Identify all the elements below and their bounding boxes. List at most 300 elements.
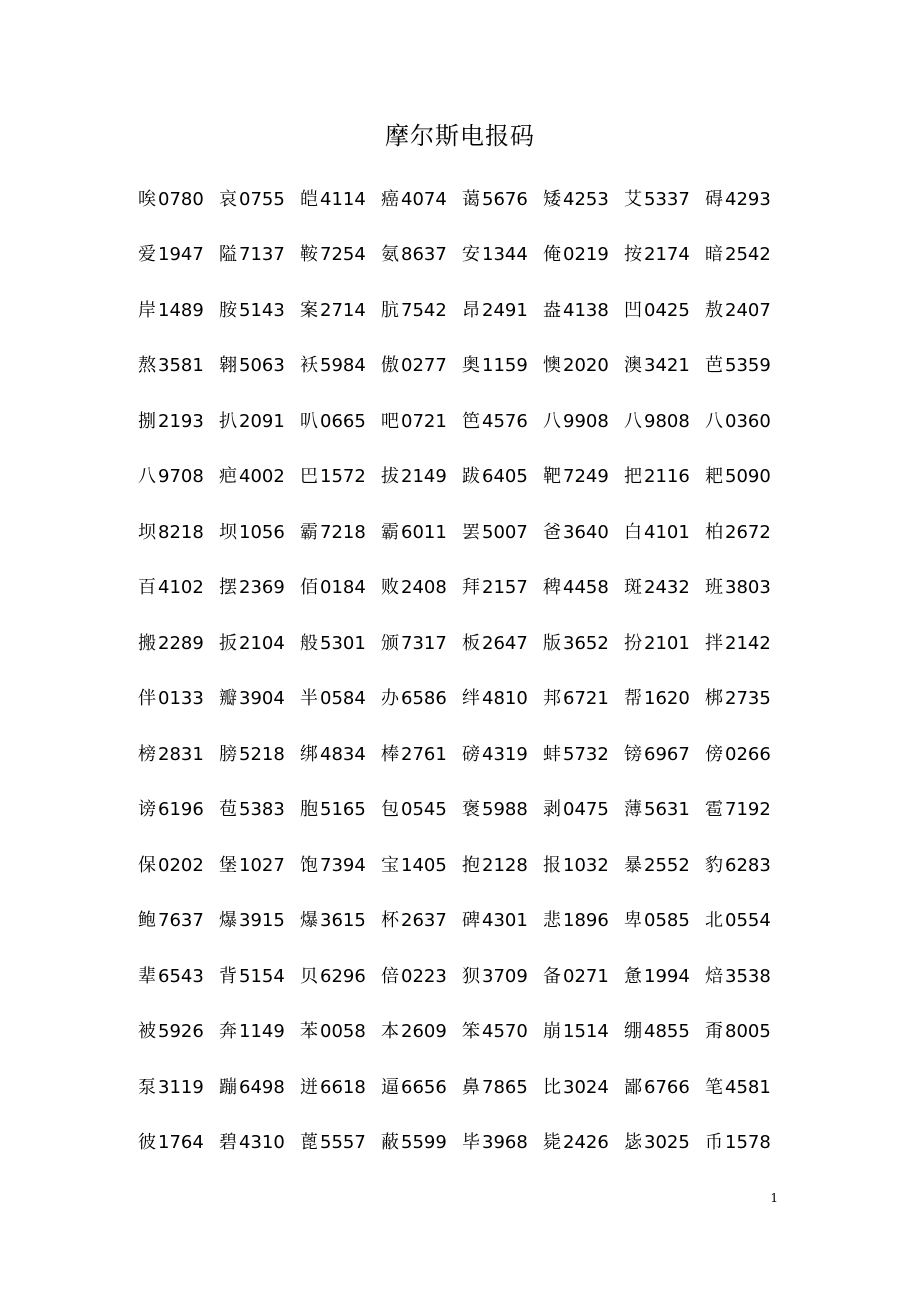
code-entry [300, 299, 381, 323]
code-entry [462, 188, 543, 212]
code-number: 0202 [158, 854, 204, 876]
code-number: 7249 [563, 466, 609, 488]
code-number: 0219 [563, 244, 609, 266]
code-character: 败 [381, 577, 399, 599]
code-entry [624, 798, 705, 822]
code-number: 6586 [401, 688, 447, 710]
code-number: 7137 [239, 244, 285, 266]
code-entry [381, 354, 462, 378]
code-character: 巴 [300, 466, 318, 488]
code-character: 八 [138, 466, 156, 488]
code-entry [705, 1020, 786, 1044]
code-number: 1149 [239, 1021, 285, 1043]
code-character: 班 [705, 577, 723, 599]
code-entry [705, 410, 786, 434]
code-number: 7218 [320, 521, 366, 543]
code-entry [138, 854, 219, 878]
code-entry [543, 798, 624, 822]
code-character: 毙 [543, 1132, 561, 1154]
code-character: 瓣 [219, 688, 237, 710]
code-entry [543, 521, 624, 545]
code-character: 榜 [138, 743, 156, 765]
code-character: 豹 [705, 854, 723, 876]
code-entry [543, 909, 624, 933]
code-entry [219, 1131, 300, 1155]
code-character: 笨 [462, 1021, 480, 1043]
code-character: 癌 [381, 188, 399, 210]
code-entry [462, 743, 543, 767]
code-number: 5383 [239, 799, 285, 821]
code-character: 邦 [543, 688, 561, 710]
code-character: 迸 [300, 1076, 318, 1098]
code-character: 安 [462, 244, 480, 266]
code-character: 鲍 [138, 910, 156, 932]
code-character: 蔽 [381, 1132, 399, 1154]
code-character: 盎 [543, 299, 561, 321]
table-row [138, 727, 786, 783]
table-row [138, 949, 786, 1005]
page-number: 1 [770, 1191, 778, 1205]
code-entry [624, 854, 705, 878]
code-entry [300, 465, 381, 489]
code-entry [462, 798, 543, 822]
code-character: 跋 [462, 466, 480, 488]
code-number: 0133 [158, 688, 204, 710]
code-number: 6296 [320, 965, 366, 987]
code-character: 笆 [462, 410, 480, 432]
code-character: 靶 [543, 466, 561, 488]
code-entry [138, 410, 219, 434]
code-number: 3538 [725, 965, 771, 987]
code-entry [300, 687, 381, 711]
code-entry [624, 909, 705, 933]
code-entry [462, 521, 543, 545]
code-character: 卑 [624, 910, 642, 932]
code-number: 6543 [158, 965, 204, 987]
code-entry [624, 521, 705, 545]
code-character: 摆 [219, 577, 237, 599]
code-entry [462, 965, 543, 989]
code-number: 1572 [320, 466, 366, 488]
code-character: 鼻 [462, 1076, 480, 1098]
code-entry [624, 188, 705, 212]
code-entry [300, 1131, 381, 1155]
code-entry [543, 632, 624, 656]
table-row [138, 894, 786, 950]
code-number: 9808 [644, 410, 690, 432]
code-character: 罢 [462, 521, 480, 543]
code-entry [543, 465, 624, 489]
code-entry [219, 410, 300, 434]
code-number: 2408 [401, 577, 447, 599]
code-number: 3640 [563, 521, 609, 543]
code-number: 4834 [320, 743, 366, 765]
code-character: 崩 [543, 1021, 561, 1043]
code-character: 柏 [705, 521, 723, 543]
code-number: 9708 [158, 466, 204, 488]
code-character: 疤 [219, 466, 237, 488]
code-number: 5165 [320, 799, 366, 821]
code-character: 傍 [705, 743, 723, 765]
code-number: 1514 [563, 1021, 609, 1043]
code-character: 杯 [381, 910, 399, 932]
code-character: 唉 [138, 188, 156, 210]
table-row [138, 672, 786, 728]
code-entry [624, 1131, 705, 1155]
code-entry [138, 1131, 219, 1155]
code-number: 6618 [320, 1076, 366, 1098]
code-character: 北 [705, 910, 723, 932]
code-number: 2142 [725, 632, 771, 654]
code-character: 宝 [381, 854, 399, 876]
code-character: 吧 [381, 410, 399, 432]
code-character: 胺 [219, 299, 237, 321]
code-number: 5631 [644, 799, 690, 821]
code-number: 2020 [563, 355, 609, 377]
code-number: 4810 [482, 688, 528, 710]
code-character: 八 [705, 410, 723, 432]
code-number: 2193 [158, 410, 204, 432]
code-character: 绷 [624, 1021, 642, 1043]
code-entry [624, 632, 705, 656]
code-entry [300, 632, 381, 656]
code-number: 1896 [563, 910, 609, 932]
code-character: 堡 [219, 854, 237, 876]
code-number: 4570 [482, 1021, 528, 1043]
code-entry [219, 521, 300, 545]
code-character: 把 [624, 466, 642, 488]
code-character: 八 [543, 410, 561, 432]
code-character: 拜 [462, 577, 480, 599]
code-entry [381, 1131, 462, 1155]
code-number: 6196 [158, 799, 204, 821]
code-entry [381, 743, 462, 767]
code-character: 傲 [381, 355, 399, 377]
code-number: 6498 [239, 1076, 285, 1098]
code-character: 绑 [300, 743, 318, 765]
code-entry [543, 354, 624, 378]
code-entry [705, 854, 786, 878]
code-character: 白 [624, 521, 642, 543]
code-character: 谤 [138, 799, 156, 821]
table-row [138, 783, 786, 839]
code-character: 颁 [381, 632, 399, 654]
code-entry [219, 1020, 300, 1044]
code-character: 霸 [381, 521, 399, 543]
code-entry [300, 243, 381, 267]
table-row [138, 283, 786, 339]
code-entry [138, 909, 219, 933]
code-number: 2609 [401, 1021, 447, 1043]
code-entry [624, 354, 705, 378]
code-number: 4576 [482, 410, 528, 432]
code-entry [624, 687, 705, 711]
code-entry [705, 465, 786, 489]
table-row [138, 616, 786, 672]
code-character: 肮 [381, 299, 399, 321]
code-entry [219, 299, 300, 323]
code-character: 苞 [219, 799, 237, 821]
table-row [138, 561, 786, 617]
code-number: 0360 [725, 410, 771, 432]
code-number: 7637 [158, 910, 204, 932]
code-number: 2174 [644, 244, 690, 266]
code-character: 棒 [381, 743, 399, 765]
code-number: 4074 [401, 188, 447, 210]
code-entry [381, 1076, 462, 1100]
code-number: 6766 [644, 1076, 690, 1098]
code-character: 抱 [462, 854, 480, 876]
code-entry [138, 576, 219, 600]
code-entry [219, 576, 300, 600]
code-character: 敖 [705, 299, 723, 321]
code-number: 1344 [482, 244, 528, 266]
code-entry [138, 798, 219, 822]
code-number: 5090 [725, 466, 771, 488]
code-number: 2761 [401, 743, 447, 765]
code-entry [462, 243, 543, 267]
code-character: 本 [381, 1021, 399, 1043]
code-entry [462, 1076, 543, 1100]
code-entry [300, 188, 381, 212]
code-character: 蚌 [543, 743, 561, 765]
code-entry [138, 521, 219, 545]
code-number: 5676 [482, 188, 528, 210]
code-character: 案 [300, 299, 318, 321]
table-row [138, 1005, 786, 1061]
code-number: 6721 [563, 688, 609, 710]
code-number: 4114 [320, 188, 366, 210]
code-character: 膀 [219, 743, 237, 765]
code-character: 碧 [219, 1132, 237, 1154]
code-entry [138, 965, 219, 989]
code-character: 叭 [300, 410, 318, 432]
code-number: 2091 [239, 410, 285, 432]
code-number: 0223 [401, 965, 447, 987]
code-entry [381, 965, 462, 989]
code-entry [219, 1076, 300, 1100]
code-number: 3803 [725, 577, 771, 599]
code-number: 9908 [563, 410, 609, 432]
code-character: 帮 [624, 688, 642, 710]
code-character: 饱 [300, 854, 318, 876]
code-character: 霸 [300, 521, 318, 543]
code-entry [624, 1020, 705, 1044]
code-number: 2116 [644, 466, 690, 488]
code-entry [138, 743, 219, 767]
code-character: 佰 [300, 577, 318, 599]
code-character: 甭 [705, 1021, 723, 1043]
table-row [138, 394, 786, 450]
code-entry [219, 965, 300, 989]
code-entry [138, 188, 219, 212]
code-number: 6283 [725, 854, 771, 876]
code-entry [381, 465, 462, 489]
code-entry [543, 410, 624, 434]
code-number: 3652 [563, 632, 609, 654]
code-number: 2407 [725, 299, 771, 321]
code-character: 辈 [138, 965, 156, 987]
code-character: 版 [543, 632, 561, 654]
code-character: 按 [624, 244, 642, 266]
code-entry [381, 632, 462, 656]
code-entry [381, 521, 462, 545]
code-entry [219, 188, 300, 212]
code-entry [705, 1076, 786, 1100]
code-entry [462, 909, 543, 933]
code-character: 氨 [381, 244, 399, 266]
code-number: 4253 [563, 188, 609, 210]
code-character: 泵 [138, 1076, 156, 1098]
code-entry [624, 243, 705, 267]
code-number: 3024 [563, 1076, 609, 1098]
code-entry [462, 1020, 543, 1044]
code-number: 0584 [320, 688, 366, 710]
code-number: 7317 [401, 632, 447, 654]
code-character: 备 [543, 965, 561, 987]
code-entry [462, 410, 543, 434]
table-row [138, 505, 786, 561]
code-entry [543, 576, 624, 600]
code-character: 碍 [705, 188, 723, 210]
code-entry [138, 1076, 219, 1100]
code-entry [300, 576, 381, 600]
code-entry [705, 743, 786, 767]
code-number: 3615 [320, 910, 366, 932]
table-row [138, 339, 786, 395]
code-number: 0425 [644, 299, 690, 321]
code-character: 哀 [219, 188, 237, 210]
code-character: 暴 [624, 854, 642, 876]
code-entry [219, 465, 300, 489]
code-character: 背 [219, 965, 237, 987]
code-character: 包 [381, 799, 399, 821]
table-row [138, 1060, 786, 1116]
code-number: 4855 [644, 1021, 690, 1043]
code-entry [624, 1076, 705, 1100]
code-character: 拔 [381, 466, 399, 488]
code-number: 4581 [725, 1076, 771, 1098]
code-number: 5337 [644, 188, 690, 210]
code-character: 苯 [300, 1021, 318, 1043]
code-entry [705, 687, 786, 711]
code-number: 7254 [320, 244, 366, 266]
code-character: 办 [381, 688, 399, 710]
code-entry [462, 632, 543, 656]
code-character: 爆 [219, 910, 237, 932]
code-number: 2714 [320, 299, 366, 321]
code-entry [624, 465, 705, 489]
code-character: 笔 [705, 1076, 723, 1098]
code-entry [462, 576, 543, 600]
code-number: 1027 [239, 854, 285, 876]
code-number: 6656 [401, 1076, 447, 1098]
code-character: 坝 [219, 521, 237, 543]
code-number: 1994 [644, 965, 690, 987]
code-number: 0665 [320, 410, 366, 432]
code-entry [462, 354, 543, 378]
code-character: 保 [138, 854, 156, 876]
code-entry [543, 854, 624, 878]
code-entry [624, 299, 705, 323]
code-character: 半 [300, 688, 318, 710]
code-number: 5007 [482, 521, 528, 543]
code-character: 斑 [624, 577, 642, 599]
code-number: 2128 [482, 854, 528, 876]
code-number: 8005 [725, 1021, 771, 1043]
code-character: 倍 [381, 965, 399, 987]
code-number: 0475 [563, 799, 609, 821]
code-number: 1578 [725, 1132, 771, 1154]
code-character: 扮 [624, 632, 642, 654]
code-number: 2491 [482, 299, 528, 321]
code-number: 0755 [239, 188, 285, 210]
code-entry [300, 854, 381, 878]
code-number: 0277 [401, 355, 447, 377]
code-number: 2831 [158, 743, 204, 765]
code-number: 3025 [644, 1132, 690, 1154]
code-number: 2647 [482, 632, 528, 654]
code-entry [543, 299, 624, 323]
code-number: 2552 [644, 854, 690, 876]
code-number: 0545 [401, 799, 447, 821]
code-character: 焙 [705, 965, 723, 987]
code-number: 3915 [239, 910, 285, 932]
code-number: 4138 [563, 299, 609, 321]
code-entry [300, 909, 381, 933]
code-number: 5984 [320, 355, 366, 377]
code-character: 毕 [462, 1132, 480, 1154]
code-entry [624, 743, 705, 767]
table-row [138, 172, 786, 228]
code-character: 褒 [462, 799, 480, 821]
code-entry [219, 243, 300, 267]
code-character: 凹 [624, 299, 642, 321]
code-entry [543, 1131, 624, 1155]
code-character: 暗 [705, 244, 723, 266]
code-entry [543, 243, 624, 267]
code-character: 薄 [624, 799, 642, 821]
code-number: 5926 [158, 1021, 204, 1043]
code-character: 报 [543, 854, 561, 876]
code-entry [543, 1020, 624, 1044]
code-number: 2672 [725, 521, 771, 543]
code-entry [624, 965, 705, 989]
code-number: 8637 [401, 244, 447, 266]
code-character: 比 [543, 1076, 561, 1098]
code-entry [705, 521, 786, 545]
code-number: 2369 [239, 577, 285, 599]
code-entry [219, 687, 300, 711]
code-number: 5988 [482, 799, 528, 821]
code-character: 蹦 [219, 1076, 237, 1098]
code-number: 5218 [239, 743, 285, 765]
code-number: 5143 [239, 299, 285, 321]
code-character: 耙 [705, 466, 723, 488]
code-number: 6011 [401, 521, 447, 543]
code-entry [300, 1076, 381, 1100]
code-entry [705, 243, 786, 267]
code-number: 5301 [320, 632, 366, 654]
code-number: 1947 [158, 244, 204, 266]
code-character: 捌 [138, 410, 156, 432]
code-entry [219, 798, 300, 822]
code-entry [462, 299, 543, 323]
code-entry [138, 632, 219, 656]
code-number: 4293 [725, 188, 771, 210]
code-character: 懊 [543, 355, 561, 377]
code-number: 1159 [482, 355, 528, 377]
